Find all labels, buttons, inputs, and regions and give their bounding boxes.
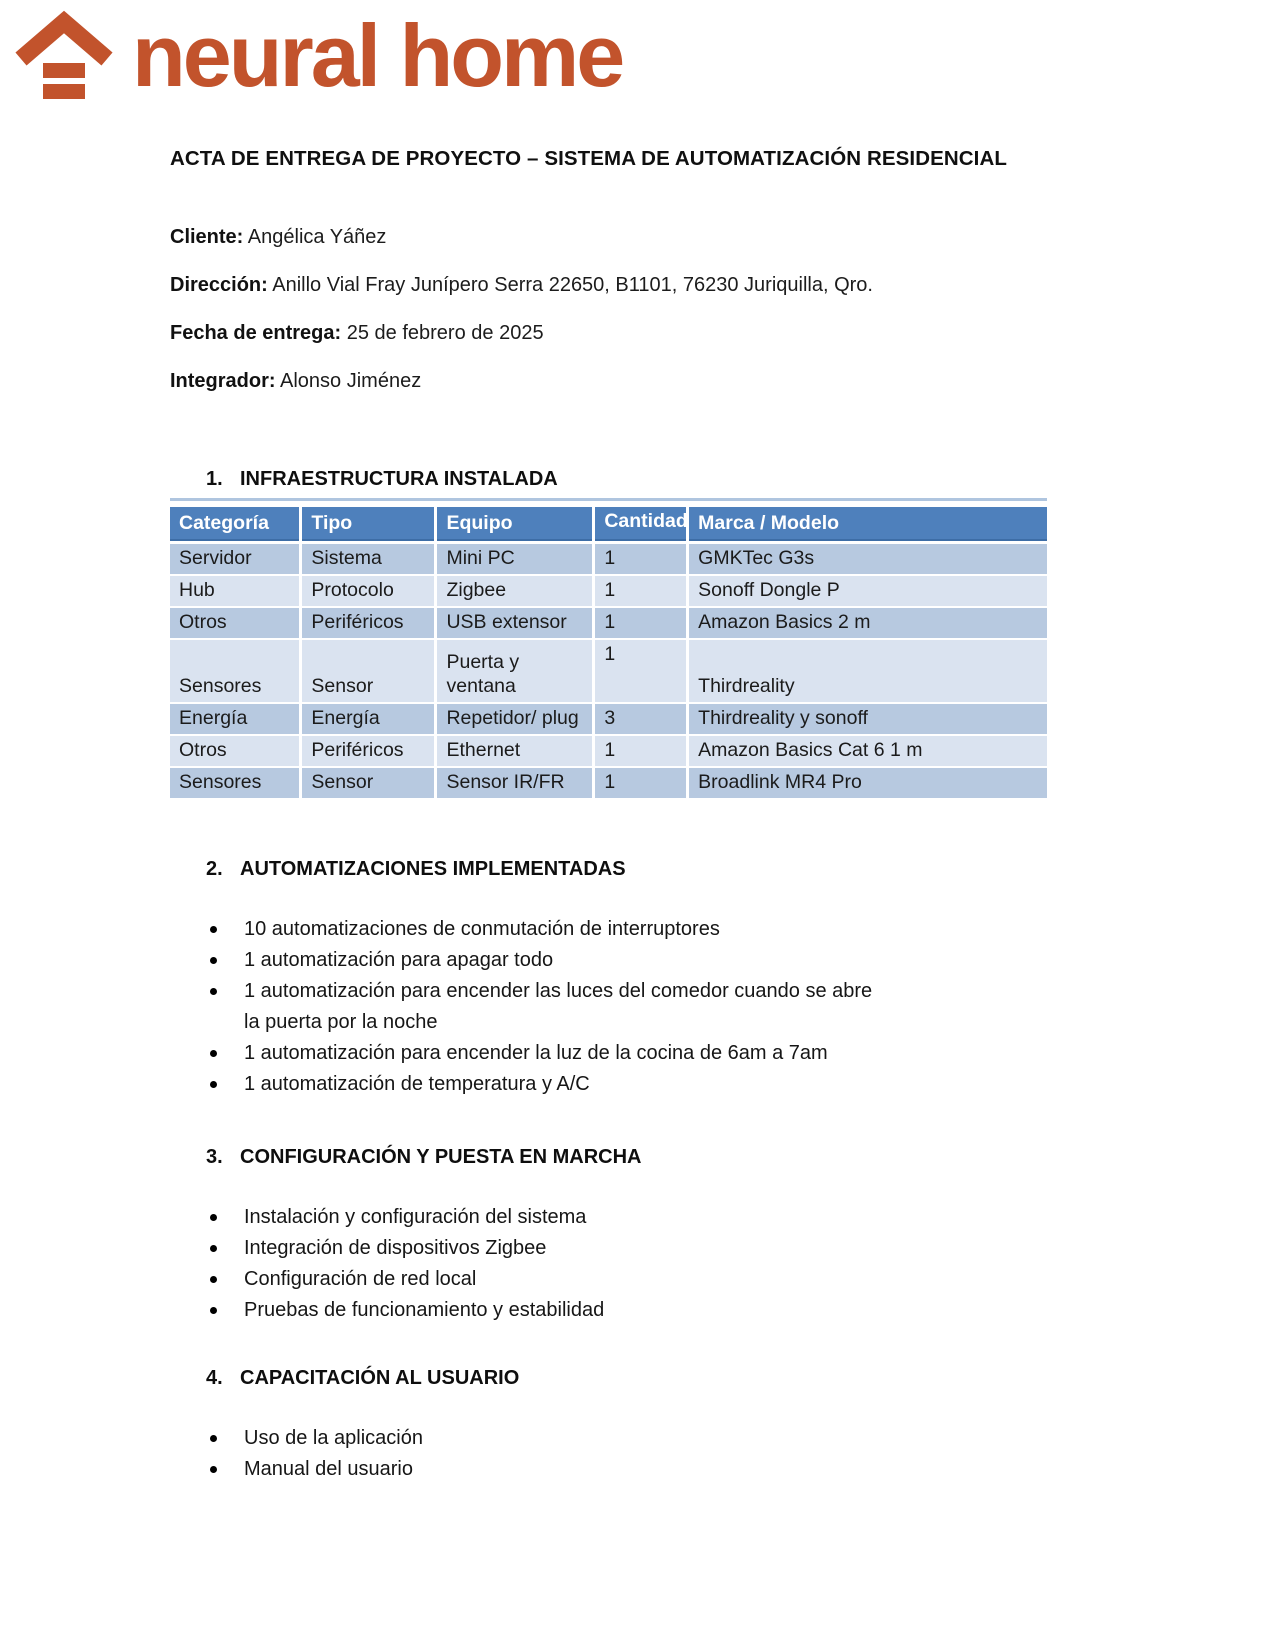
table-body (170, 544, 1047, 800)
cell-tipo: Energía (302, 704, 437, 736)
table-header (170, 507, 1047, 544)
cell-cantidad: 1 (595, 736, 689, 768)
cell-equipo: USB extensor (437, 608, 595, 640)
col-header-categoria: Categoría (170, 507, 302, 544)
col-header-equipo: Equipo (437, 507, 595, 544)
configuracion-list (170, 1202, 1047, 1326)
list-item: 1 automatización para apagar todo (170, 945, 875, 976)
col-header-cantidad: Cantidad (595, 507, 689, 544)
cell-equipo: Puerta y ventana (437, 640, 595, 704)
list-item: Integración de dispositivos Zigbee (170, 1233, 875, 1264)
list-item: Manual del usuario (170, 1454, 875, 1485)
section-title: CONFIGURACIÓN Y PUESTA EN MARCHA (240, 1146, 642, 1168)
cell-cantidad: 1 (595, 768, 689, 800)
table-row (170, 576, 1047, 608)
cell-tipo: Sensor (302, 768, 437, 800)
cell-tipo: Sensor (302, 640, 437, 704)
cell-marca: Thirdreality y sonoff (689, 704, 1047, 736)
infrastructure-table (170, 507, 1047, 800)
list-item: 1 automatización para encender la luz de la cocina de 6am a 7am (170, 1038, 875, 1069)
cell-equipo: Mini PC (437, 544, 595, 576)
list-item: Uso de la aplicación (170, 1423, 875, 1454)
infrastructure-table-wrap (170, 498, 1047, 800)
meta-block (170, 224, 1047, 394)
table-row (170, 640, 1047, 704)
section-number: 4. (206, 1367, 223, 1389)
section-title: CAPACITACIÓN AL USUARIO (240, 1367, 520, 1389)
cell-cantidad: 1 (595, 576, 689, 608)
list-item: Instalación y configuración del sistema (170, 1202, 875, 1233)
cell-marca: Broadlink MR4 Pro (689, 768, 1047, 800)
table-row (170, 544, 1047, 576)
cell-categoria: Energía (170, 704, 302, 736)
section-title: AUTOMATIZACIONES IMPLEMENTADAS (240, 858, 626, 880)
col-header-tipo: Tipo (302, 507, 437, 544)
cell-categoria: Servidor (170, 544, 302, 576)
cell-categoria: Otros (170, 736, 302, 768)
cell-marca: GMKTec G3s (689, 544, 1047, 576)
section-heading-infraestructura (170, 466, 1047, 492)
brand-name: neural home (132, 6, 623, 105)
cell-cantidad: 3 (595, 704, 689, 736)
list-item: 10 automatizaciones de conmutación de interruptores (170, 914, 875, 945)
cell-marca: Amazon Basics Cat 6 1 m (689, 736, 1047, 768)
house-icon (12, 8, 116, 104)
cell-equipo: Sensor IR/FR (437, 768, 595, 800)
meta-direccion-value: Anillo Vial Fray Junípero Serra 22650, B1101, 76230 Juriquilla, Qro. (272, 274, 873, 296)
cell-tipo: Sistema (302, 544, 437, 576)
document-body (170, 0, 1047, 1485)
col-header-marca-modelo: Marca / Modelo (689, 507, 1047, 544)
section-heading-automatizaciones (170, 856, 1047, 882)
cell-cantidad: 1 (595, 544, 689, 576)
meta-direccion (170, 272, 1047, 298)
capacitacion-list (170, 1423, 1047, 1485)
table-row (170, 736, 1047, 768)
table-row (170, 608, 1047, 640)
cell-equipo: Repetidor/ plug (437, 704, 595, 736)
section-title: INFRAESTRUCTURA INSTALADA (240, 468, 558, 490)
table-row (170, 704, 1047, 736)
cell-tipo: Periféricos (302, 608, 437, 640)
table-header-row (170, 507, 1047, 544)
table-row (170, 768, 1047, 800)
cell-equipo: Zigbee (437, 576, 595, 608)
cell-tipo: Protocolo (302, 576, 437, 608)
document-title: ACTA DE ENTREGA DE PROYECTO – SISTEMA DE AUTOMATIZACIÓN RESIDENCIAL (170, 147, 1007, 170)
cell-categoria: Hub (170, 576, 302, 608)
cell-categoria: Sensores (170, 640, 302, 704)
list-item: 1 automatización de temperatura y A/C (170, 1069, 875, 1100)
cell-marca: Thirdreality (689, 640, 1047, 704)
meta-fecha-value: 25 de febrero de 2025 (346, 322, 544, 344)
cell-cantidad: 1 (595, 640, 689, 704)
section-number: 2. (206, 858, 223, 880)
meta-integrador-value: Alonso Jiménez (280, 370, 422, 392)
section-heading-capacitacion (170, 1365, 1047, 1391)
section-heading-configuracion (170, 1144, 1047, 1170)
table-top-border (170, 498, 1047, 501)
cell-tipo: Periféricos (302, 736, 437, 768)
list-item: Pruebas de funcionamiento y estabilidad (170, 1295, 875, 1326)
cell-equipo: Ethernet (437, 736, 595, 768)
meta-fecha-label: Fecha de entrega: (170, 322, 342, 344)
list-item: Configuración de red local (170, 1264, 875, 1295)
meta-integrador (170, 368, 1047, 394)
cell-categoria: Sensores (170, 768, 302, 800)
cell-categoria: Otros (170, 608, 302, 640)
automatizaciones-list (170, 914, 1047, 1100)
section-number: 1. (206, 468, 223, 490)
meta-fecha (170, 320, 1047, 346)
cell-cantidad: 1 (595, 608, 689, 640)
cell-marca: Sonoff Dongle P (689, 576, 1047, 608)
meta-integrador-label: Integrador: (170, 370, 276, 392)
cell-marca: Amazon Basics 2 m (689, 608, 1047, 640)
list-item: 1 automatización para encender las luces del comedor cuando se abre la puerta por la noche (170, 976, 875, 1038)
meta-direccion-label: Dirección: (170, 274, 268, 296)
meta-cliente-value: Angélica Yáñez (247, 226, 387, 248)
meta-cliente (170, 224, 1047, 250)
section-number: 3. (206, 1146, 223, 1168)
meta-cliente-label: Cliente: (170, 226, 244, 248)
